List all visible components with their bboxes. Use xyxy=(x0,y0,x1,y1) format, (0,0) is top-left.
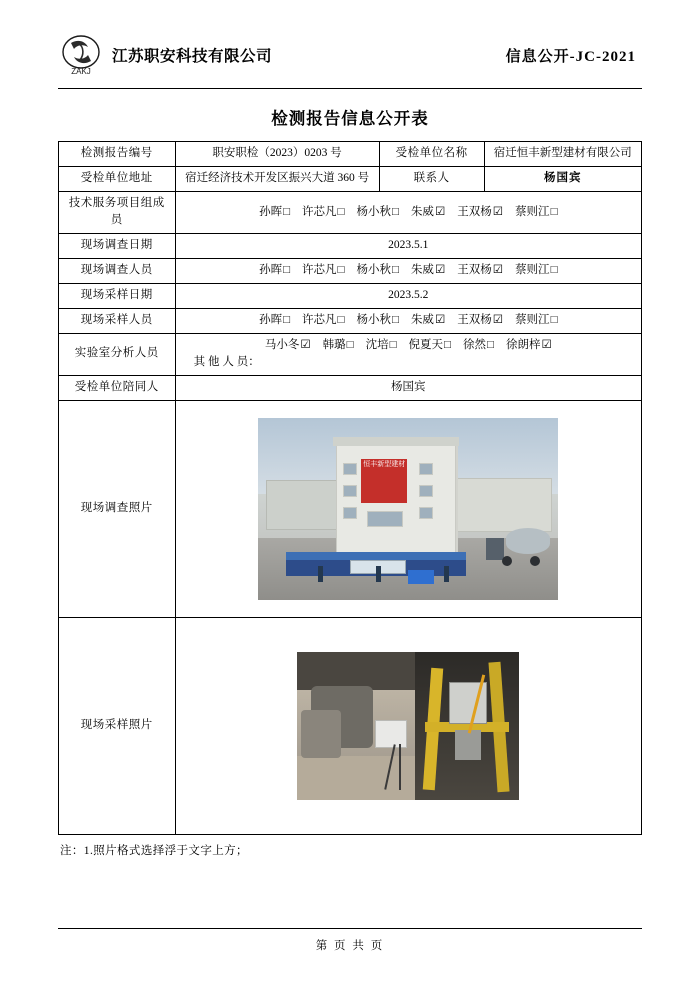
page-footer xyxy=(58,928,642,953)
member-checkbox-item[interactable] xyxy=(457,312,503,330)
member-checkbox-item[interactable] xyxy=(356,262,398,280)
member-checkbox-item[interactable] xyxy=(515,262,557,280)
survey-photo-wrap xyxy=(180,418,637,600)
member-name: 韩璐 xyxy=(322,338,346,351)
accompany-label: 受检单位陪同人 xyxy=(59,376,176,401)
lab-staff-cell xyxy=(175,333,641,376)
member-checkbox-item[interactable] xyxy=(409,337,451,355)
lab-staff-label: 实验室分析人员 xyxy=(59,333,176,376)
member-checkbox-item[interactable] xyxy=(323,337,354,355)
company-logo-icon xyxy=(58,33,104,77)
member-name: 杨小秋 xyxy=(356,264,391,277)
table-row xyxy=(59,376,642,401)
checkbox-unchecked-icon[interactable]: □ xyxy=(550,313,558,326)
checkbox-unchecked-icon[interactable]: □ xyxy=(391,313,399,326)
checkbox-checked-icon[interactable]: ☑ xyxy=(434,264,446,277)
contact-label: 联系人 xyxy=(379,166,484,191)
survey-photo-label: 现场调查照片 xyxy=(59,400,176,617)
member-name: 王双杨 xyxy=(457,313,492,326)
member-name: 蔡则江 xyxy=(515,264,550,277)
contact-value: 杨国宾 xyxy=(484,166,641,191)
building-sign-text: 恒丰新型建材 xyxy=(363,459,406,468)
sampling-photo-cell xyxy=(175,617,641,834)
accompany-value: 杨国宾 xyxy=(175,376,641,401)
member-name: 倪夏天 xyxy=(408,338,444,351)
member-name: 杨小秋 xyxy=(356,205,391,218)
table-note: 注：1.照片格式选择浮于文字上方； xyxy=(60,844,248,857)
member-name: 杨小秋 xyxy=(356,313,391,326)
page-title: 检测报告信息公开表 xyxy=(271,109,429,128)
member-name: 王双杨 xyxy=(457,264,492,277)
member-checkbox-item[interactable] xyxy=(259,204,290,222)
checkbox-unchecked-icon[interactable]: □ xyxy=(283,313,291,326)
checkbox-checked-icon[interactable]: ☑ xyxy=(492,264,504,277)
member-name: 沈培 xyxy=(365,338,389,351)
member-checkbox-item[interactable] xyxy=(356,312,398,330)
document-code: 信息公开-JC-2021 xyxy=(505,48,636,65)
table-row xyxy=(59,259,642,284)
survey-staff-list xyxy=(180,262,637,280)
table-row xyxy=(59,166,642,191)
member-checkbox-item[interactable] xyxy=(259,262,290,280)
member-checkbox-item[interactable] xyxy=(457,262,503,280)
member-checkbox-item[interactable] xyxy=(356,204,398,222)
member-name: 孙晖 xyxy=(259,313,283,326)
report-no-label: 检测报告编号 xyxy=(59,142,176,167)
footer-divider xyxy=(58,928,642,929)
checkbox-checked-icon[interactable]: ☑ xyxy=(434,205,446,218)
sampling-photo-right-image xyxy=(415,652,519,800)
checkbox-checked-icon[interactable]: ☑ xyxy=(492,313,504,326)
survey-photo-cell xyxy=(175,400,641,617)
member-name: 许芯凡 xyxy=(302,205,337,218)
survey-date-value: 2023.5.1 xyxy=(175,234,641,259)
checkbox-unchecked-icon[interactable]: □ xyxy=(346,338,354,351)
member-name: 朱威 xyxy=(410,313,434,326)
sampling-date-value: 2023.5.2 xyxy=(175,283,641,308)
survey-staff-cell xyxy=(175,259,641,284)
checkbox-unchecked-icon[interactable]: □ xyxy=(337,264,345,277)
svg-text:ZAKJ: ZAKJ xyxy=(71,67,91,76)
member-checkbox-item[interactable] xyxy=(506,337,552,355)
checkbox-checked-icon[interactable]: ☑ xyxy=(492,205,504,218)
member-name: 徐朗梓 xyxy=(505,338,541,351)
checkbox-unchecked-icon[interactable]: □ xyxy=(283,205,291,218)
member-checkbox-item[interactable] xyxy=(411,262,445,280)
survey-staff-label: 现场调查人员 xyxy=(59,259,176,284)
sampling-photo-label: 现场采样照片 xyxy=(59,617,176,834)
page-number: 第 页 共 页 xyxy=(315,940,385,952)
factory-photo-image xyxy=(258,418,558,600)
table-row xyxy=(59,142,642,167)
member-checkbox-item[interactable] xyxy=(515,312,557,330)
checkbox-unchecked-icon[interactable]: □ xyxy=(550,264,558,277)
lab-staff-list xyxy=(180,337,637,355)
member-name: 孙晖 xyxy=(259,205,283,218)
member-checkbox-item[interactable] xyxy=(265,337,311,355)
sampling-staff-cell xyxy=(175,308,641,333)
checkbox-unchecked-icon[interactable]: □ xyxy=(444,338,451,351)
sampling-date-label: 现场采样日期 xyxy=(59,283,176,308)
checkbox-checked-icon[interactable]: ☑ xyxy=(434,313,446,326)
member-checkbox-item[interactable] xyxy=(457,204,503,222)
member-checkbox-item[interactable] xyxy=(411,204,445,222)
checkbox-unchecked-icon[interactable]: □ xyxy=(283,264,291,277)
member-name: 徐然 xyxy=(463,338,486,351)
table-row xyxy=(59,333,642,376)
lab-other-label: 其 他 人 员： xyxy=(193,356,260,369)
table-row xyxy=(59,191,642,234)
member-name: 许芯凡 xyxy=(302,313,337,326)
checkbox-checked-icon[interactable]: ☑ xyxy=(541,338,552,351)
report-info-table xyxy=(58,141,642,835)
header-left xyxy=(58,33,272,77)
building-sign xyxy=(361,459,407,503)
survey-date-label: 现场调查日期 xyxy=(59,234,176,259)
client-value: 宿迁恒丰新型建材有限公司 xyxy=(484,142,641,167)
member-checkbox-item[interactable] xyxy=(366,337,397,355)
checkbox-unchecked-icon[interactable]: □ xyxy=(487,338,494,351)
member-checkbox-item[interactable] xyxy=(515,204,557,222)
member-name: 朱威 xyxy=(410,264,434,277)
member-name: 王双杨 xyxy=(457,205,492,218)
sampling-staff-label: 现场采样人员 xyxy=(59,308,176,333)
checkbox-unchecked-icon[interactable]: □ xyxy=(550,205,558,218)
checkbox-unchecked-icon[interactable]: □ xyxy=(391,264,399,277)
company-name: 江苏职安科技有限公司 xyxy=(112,48,273,65)
checkbox-unchecked-icon[interactable]: □ xyxy=(337,313,345,326)
team-members-cell xyxy=(175,191,641,234)
table-row xyxy=(59,400,642,617)
sampling-photo-left-image xyxy=(297,652,415,800)
member-checkbox-item[interactable] xyxy=(463,337,494,355)
report-no-value: 职安职检（2023）0203 号 xyxy=(175,142,379,167)
member-name: 蔡则江 xyxy=(515,205,550,218)
member-checkbox-item[interactable] xyxy=(302,262,344,280)
table-row xyxy=(59,234,642,259)
checkbox-unchecked-icon[interactable]: □ xyxy=(391,205,399,218)
member-checkbox-item[interactable] xyxy=(302,312,344,330)
member-name: 孙晖 xyxy=(259,264,283,277)
checkbox-unchecked-icon[interactable]: □ xyxy=(337,205,345,218)
page-header xyxy=(58,28,642,89)
table-row xyxy=(59,308,642,333)
member-name: 马小冬 xyxy=(264,338,300,351)
member-name: 朱威 xyxy=(410,205,434,218)
table-row xyxy=(59,617,642,834)
address-value: 宿迁经济技术开发区振兴大道 360 号 xyxy=(175,166,379,191)
team-label: 技术服务项目组成员 xyxy=(59,191,176,234)
address-label: 受检单位地址 xyxy=(59,166,176,191)
checkbox-unchecked-icon[interactable]: □ xyxy=(389,338,397,351)
member-name: 蔡则江 xyxy=(515,313,550,326)
sampling-photo-wrap xyxy=(180,652,637,800)
member-checkbox-item[interactable] xyxy=(411,312,445,330)
table-row xyxy=(59,283,642,308)
client-label: 受检单位名称 xyxy=(379,142,484,167)
team-members-list xyxy=(180,204,637,222)
member-checkbox-item[interactable] xyxy=(259,312,290,330)
checkbox-checked-icon[interactable]: ☑ xyxy=(300,338,311,351)
member-checkbox-item[interactable] xyxy=(302,204,344,222)
sampling-staff-list xyxy=(180,312,637,330)
member-name: 许芯凡 xyxy=(302,264,337,277)
